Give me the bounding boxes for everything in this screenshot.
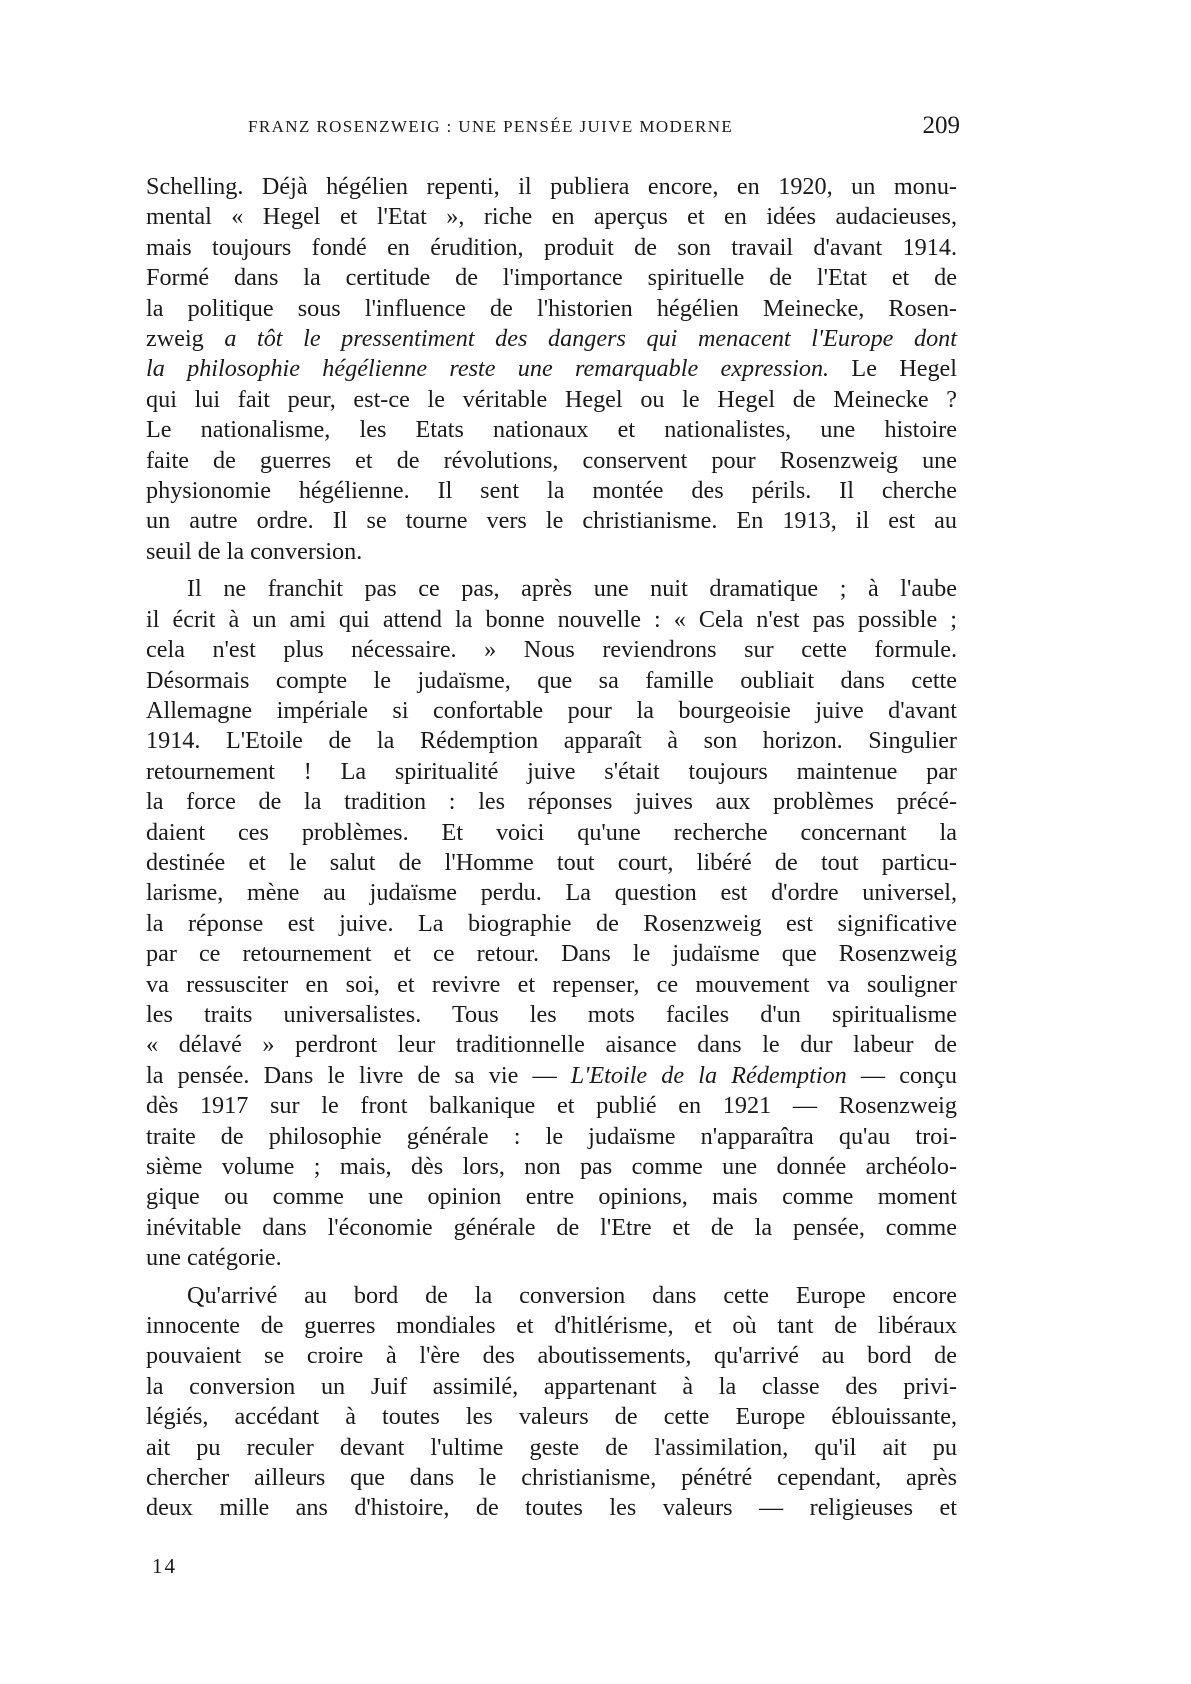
text-segment: mental « Hegel et l'Etat », riche en aperçus et en idées audacieuses,	[146, 203, 957, 231]
text-segment: deux mille ans d'histoire, de toutes les valeurs — religieuses et	[146, 1494, 957, 1522]
text-line	[146, 1030, 957, 1060]
text-segment: une catégorie.	[146, 1244, 282, 1272]
text-segment: 1914. L'Etoile de la Rédemption apparaît à son horizon. Singulier	[146, 727, 957, 755]
text-line	[146, 1433, 957, 1463]
text-segment: zweig	[146, 325, 225, 353]
text-line	[146, 476, 957, 506]
text-line	[146, 324, 957, 354]
text-segment: la pensée. Dans le livre de sa vie —	[146, 1061, 571, 1089]
text-line	[146, 1402, 957, 1432]
text-segment: seuil de la conversion.	[146, 537, 363, 565]
text-line	[146, 1341, 957, 1371]
body-text	[146, 172, 957, 1524]
text-segment: cela n'est plus nécessaire. » Nous reviendrons sur cette formule.	[146, 636, 957, 664]
text-segment: qui lui fait peur, est-ce le véritable Hegel ou le Hegel de Meinecke ?	[146, 385, 957, 413]
text-line	[146, 506, 957, 536]
text-line	[146, 787, 957, 817]
text-line	[146, 878, 957, 908]
paragraph	[146, 172, 957, 567]
running-title: FRANZ ROSENZWEIG : UNE PENSÉE JUIVE MODERNE	[248, 117, 734, 136]
text-line	[146, 666, 957, 696]
text-line	[146, 172, 957, 202]
text-line	[146, 202, 957, 232]
text-segment: Schelling. Déjà hégélien repenti, il publiera encore, en 1920, un monu-	[146, 173, 957, 200]
paragraph	[146, 1281, 957, 1524]
text-segment: faite de guerres et de révolutions, conservent pour Rosenzweig une	[146, 446, 957, 474]
text-segment: la politique sous l'influence de l'historien hégélien Meinecke, Rosen-	[146, 294, 957, 322]
text-segment: — conçu	[846, 1061, 957, 1089]
text-segment: larisme, mène au judaïsme perdu. La question est d'ordre universel,	[146, 879, 957, 907]
text-segment: légiés, accédant à toutes les valeurs de cette Europe éblouissante,	[146, 1403, 957, 1431]
text-segment: Qu'arrivé au bord de la conversion dans cette Europe encore	[187, 1281, 957, 1309]
text-line	[146, 909, 957, 939]
text-segment: mais toujours fondé en érudition, produit de son travail d'avant 1914.	[146, 233, 957, 261]
text-segment: chercher ailleurs que dans le christianisme, pénétré cependant, après	[146, 1464, 957, 1492]
page-number: 209	[922, 112, 960, 139]
signature-mark: 14	[152, 1554, 177, 1578]
text-line	[146, 605, 957, 635]
text-segment: il écrit à un ami qui attend la bonne nouvelle : « Cela n'est pas possible ;	[146, 605, 957, 633]
text-line	[146, 939, 957, 969]
text-line	[146, 233, 957, 263]
text-segment: la conversion un Juif assimilé, appartenant à la classe des privi-	[146, 1372, 957, 1400]
text-segment: traite de philosophie générale : le judaïsme n'apparaîtra qu'au troi-	[146, 1122, 957, 1150]
text-segment: Le Hegel	[829, 355, 957, 383]
text-segment: physionomie hégélienne. Il sent la montée des périls. Il cherche	[146, 477, 957, 505]
text-line	[146, 385, 957, 415]
italic-text: L'Etoile de la Rédemption	[570, 1061, 847, 1089]
text-segment: Le nationalisme, les Etats nationaux et nationalistes, une histoire	[146, 416, 957, 444]
text-line	[146, 1493, 957, 1523]
text-segment: la réponse est juive. La biographie de Rosenzweig est significative	[146, 909, 957, 937]
text-line	[146, 415, 957, 445]
text-segment: dès 1917 sur le front balkanique et publié en 1921 — Rosenzweig	[146, 1092, 957, 1120]
text-segment: sième volume ; mais, dès lors, non pas comme une donnée archéolo-	[146, 1153, 957, 1180]
text-line	[146, 294, 957, 324]
text-line	[146, 1000, 957, 1030]
text-segment: les traits universalistes. Tous les mots faciles d'un spiritualisme	[146, 1000, 957, 1028]
text-segment: Désormais compte le judaïsme, que sa famille oubliait dans cette	[146, 666, 957, 694]
text-segment: pouvaient se croire à l'ère des aboutissements, qu'arrivé au bord de	[146, 1342, 957, 1370]
italic-text: la philosophie hégélienne reste une remarquable expression.	[146, 355, 830, 383]
text-line	[146, 1281, 957, 1311]
text-segment: va ressusciter en soi, et revivre et repenser, ce mouvement va souligner	[146, 970, 957, 998]
text-segment: ait pu reculer devant l'ultime geste de l'assimilation, qu'il ait pu	[146, 1433, 957, 1461]
text-line	[146, 537, 957, 567]
text-line	[146, 1061, 957, 1091]
running-header	[248, 113, 960, 143]
text-line	[146, 1182, 957, 1212]
text-segment: Allemagne impériale si confortable pour la bourgeoisie juive d'avant	[146, 696, 957, 724]
text-line	[146, 635, 957, 665]
text-segment: innocente de guerres mondiales et d'hitlérisme, et où tant de libéraux	[146, 1312, 957, 1340]
italic-text: a tôt le pressentiment des dangers qui menacent l'Europe dont	[224, 325, 957, 353]
text-line	[146, 1463, 957, 1493]
text-segment: « délavé » perdront leur traditionnelle aisance dans le dur labeur de	[146, 1031, 957, 1059]
text-line	[146, 354, 957, 384]
text-line	[146, 848, 957, 878]
text-segment: Il ne franchit pas ce pas, après une nuit dramatique ; à l'aube	[187, 575, 957, 603]
text-line	[146, 1243, 957, 1273]
text-line	[146, 696, 957, 726]
text-line	[146, 1091, 957, 1121]
text-line	[146, 1122, 957, 1152]
text-segment: Formé dans la certitude de l'importance spirituelle de l'Etat et de	[146, 264, 957, 292]
text-line	[146, 1311, 957, 1341]
text-line	[146, 446, 957, 476]
text-line	[146, 1372, 957, 1402]
text-line	[146, 757, 957, 787]
text-segment: daient ces problèmes. Et voici qu'une recherche concernant la	[146, 818, 957, 846]
paragraph	[146, 574, 957, 1273]
text-line	[146, 726, 957, 756]
text-segment: inévitable dans l'économie générale de l'Etre et de la pensée, comme	[146, 1213, 957, 1241]
text-segment: retournement ! La spiritualité juive s'était toujours maintenue par	[146, 757, 957, 785]
text-line	[146, 970, 957, 1000]
text-line	[146, 1213, 957, 1243]
text-segment: destinée et le salut de l'Homme tout court, libéré de tout particu-	[146, 848, 957, 876]
text-line	[146, 818, 957, 848]
text-line	[146, 1152, 957, 1182]
text-segment: par ce retournement et ce retour. Dans le judaïsme que Rosenzweig	[146, 940, 957, 968]
text-segment: gique ou comme une opinion entre opinions, mais comme moment	[146, 1183, 957, 1211]
text-segment: un autre ordre. Il se tourne vers le christianisme. En 1913, il est au	[146, 507, 957, 535]
text-line	[146, 263, 957, 293]
text-line	[146, 574, 957, 604]
text-segment: la force de la tradition : les réponses juives aux problèmes précé-	[146, 788, 957, 816]
